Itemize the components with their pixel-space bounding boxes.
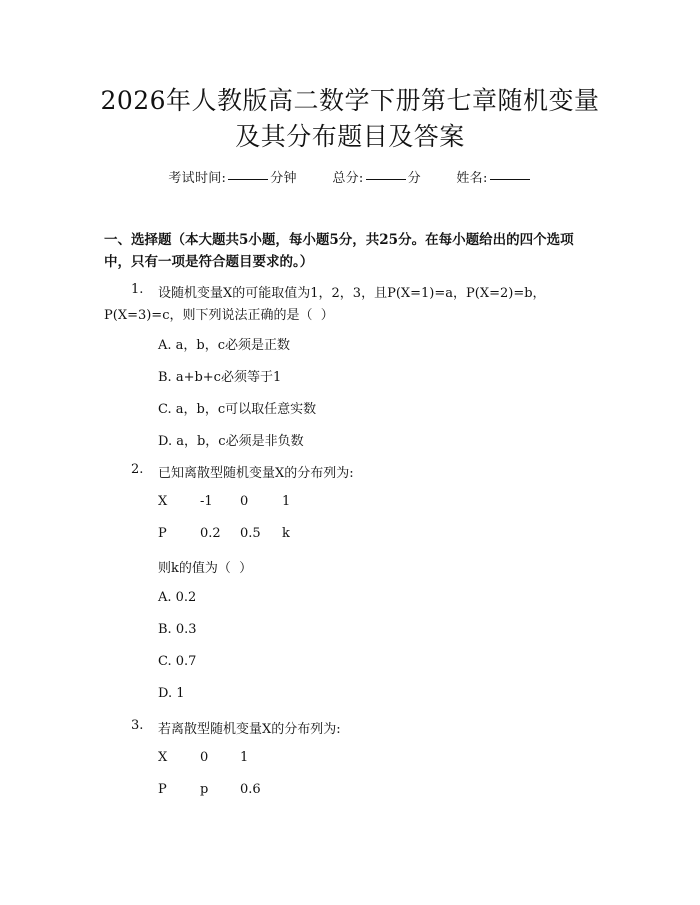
- time-blank: [228, 179, 268, 180]
- question-2-option-d: D. 1: [158, 686, 185, 701]
- question-1-option-c: C. a，b，c可以取任意实数: [158, 402, 317, 417]
- question-2-option-c: C. 0.7: [158, 654, 197, 669]
- time-label: 考试时间:: [168, 171, 227, 186]
- q3-table-p-value: p: [200, 782, 209, 797]
- q2-table-x-value: 0: [240, 494, 249, 509]
- question-1-option-d: D. a，b，c必须是非负数: [158, 434, 304, 449]
- q3-table-x-header: X: [158, 750, 168, 765]
- document-title-line2: 及其分布题目及答案: [235, 122, 465, 151]
- q2-table-x-header: X: [158, 494, 168, 509]
- question-2-number: 2.: [131, 462, 144, 477]
- question-1-stem-line1: 设随机变量X的可能取值为1，2，3，且P(X=1)=a，P(X=2)=b，: [158, 286, 546, 301]
- question-1-stem-line2: P(X=3)=c，则下列说法正确的是（ ）: [104, 308, 334, 323]
- q2-table-x-value: -1: [200, 494, 213, 509]
- q2-table-p-value: 0.2: [200, 526, 221, 541]
- section-heading-line1: 一、选择题（本大题共5小题，每小题5分，共25分。在每小题给出的四个选项: [104, 232, 574, 248]
- time-unit: 分钟: [270, 171, 297, 186]
- question-1-option-b: B. a+b+c必须等于1: [158, 370, 282, 385]
- q2-table-p-value: 0.5: [240, 526, 261, 541]
- exam-info: [0, 167, 700, 186]
- q3-table-p-header: P: [158, 782, 167, 797]
- question-2-stem: 已知离散型随机变量X的分布列为:: [158, 466, 354, 481]
- name-blank: [490, 179, 530, 180]
- q3-table-x-value: 0: [200, 750, 209, 765]
- question-2-option-a: A. 0.2: [158, 590, 197, 605]
- question-2-option-b: B. 0.3: [158, 622, 197, 637]
- score-blank: [366, 179, 406, 180]
- q3-table-x-value: 1: [240, 750, 249, 765]
- q2-table-p-value: k: [282, 526, 290, 541]
- question-3-stem: 若离散型随机变量X的分布列为:: [158, 722, 341, 737]
- score-unit: 分: [407, 171, 421, 186]
- name-label: 姓名:: [456, 171, 488, 186]
- question-1-option-a: A. a，b，c必须是正数: [158, 338, 291, 353]
- question-2-followup: 则k的值为（ ）: [158, 561, 253, 576]
- q3-table-p-value: 0.6: [240, 782, 261, 797]
- q2-table-p-header: P: [158, 526, 167, 541]
- question-3-number: 3.: [131, 718, 144, 733]
- question-1-number: 1.: [131, 282, 144, 297]
- score-label: 总分:: [332, 171, 364, 186]
- document-title-line1: 2026年人教版高二数学下册第七章随机变量: [100, 86, 600, 115]
- section-heading-line2: 中，只有一项是符合题目要求的。）: [104, 254, 314, 270]
- q2-table-x-value: 1: [282, 494, 291, 509]
